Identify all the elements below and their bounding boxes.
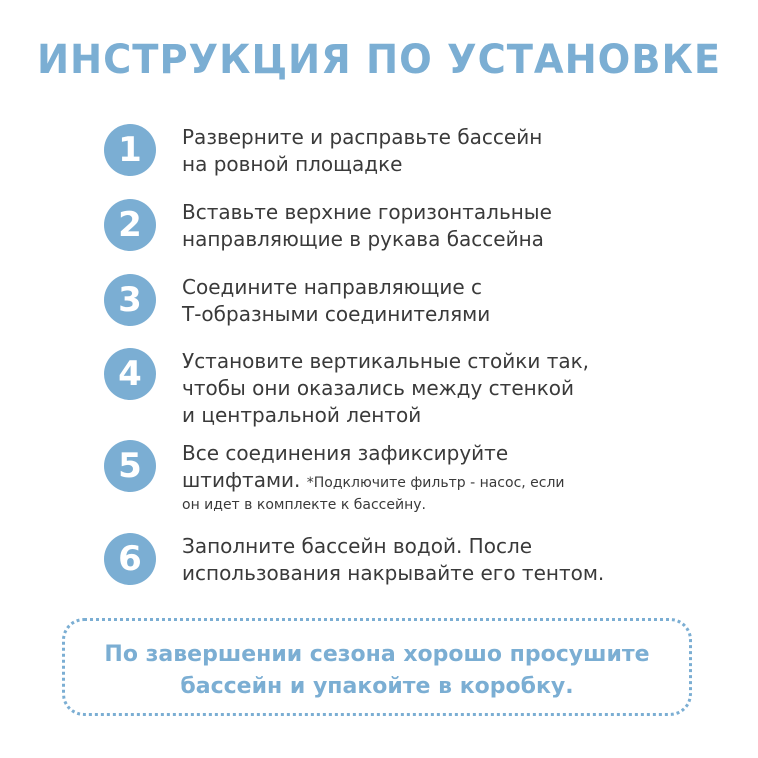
step-note: *Подключите фильтр - насос, если xyxy=(306,475,565,491)
step-text xyxy=(182,274,662,328)
step-text-line: штифтами. xyxy=(182,468,301,492)
step-number: 2 xyxy=(118,205,142,245)
step-number-badge xyxy=(104,348,156,400)
footer-note-box xyxy=(62,618,692,716)
step-text-line: чтобы они оказались между стенкой xyxy=(182,376,575,400)
step-text-line: Разверните и расправьте бассейн xyxy=(182,125,543,149)
step-text xyxy=(182,533,662,587)
step-number: 6 xyxy=(118,539,142,579)
step-text xyxy=(182,348,662,429)
step-text-line: Вставьте верхние горизонтальные xyxy=(182,200,552,224)
step-number: 3 xyxy=(118,280,142,320)
step-text-line: Т-образными соединителями xyxy=(182,302,491,326)
step-text-line: Установите вертикальные стойки так, xyxy=(182,349,590,373)
step-number: 5 xyxy=(118,446,142,486)
step-text-line: и центральной лентой xyxy=(182,403,422,427)
step-number-badge xyxy=(104,274,156,326)
step-text-line: Соедините направляющие с xyxy=(182,275,483,299)
step-text-line: направляющие в рукава бассейна xyxy=(182,227,544,251)
step-text xyxy=(182,124,662,178)
step-number-badge xyxy=(104,533,156,585)
footer-note xyxy=(65,639,689,703)
step-number-badge xyxy=(104,199,156,251)
step-text-line: использования накрывайте его тентом. xyxy=(182,561,605,585)
step-number-badge xyxy=(104,440,156,492)
step-number: 1 xyxy=(118,130,142,170)
step-text-line: Все соединения зафиксируйте xyxy=(182,441,509,465)
step-text-line-with-note xyxy=(182,467,662,494)
step-text-line: Заполните бассейн водой. После xyxy=(182,534,533,558)
step-number: 4 xyxy=(118,354,142,394)
step-text xyxy=(182,199,662,253)
step-text-line: на ровной площадке xyxy=(182,152,403,176)
step-note: он идет в комплекте к бассейну. xyxy=(182,497,426,513)
footer-note-line: По завершении сезона хорошо просушите xyxy=(104,642,650,667)
step-text xyxy=(182,440,662,516)
footer-note-line: бассейн и упакойте в коробку. xyxy=(180,674,574,699)
page-title: ИНСТРУКЦИЯ ПО УСТАНОВКЕ xyxy=(36,37,722,83)
step-number-badge xyxy=(104,124,156,176)
